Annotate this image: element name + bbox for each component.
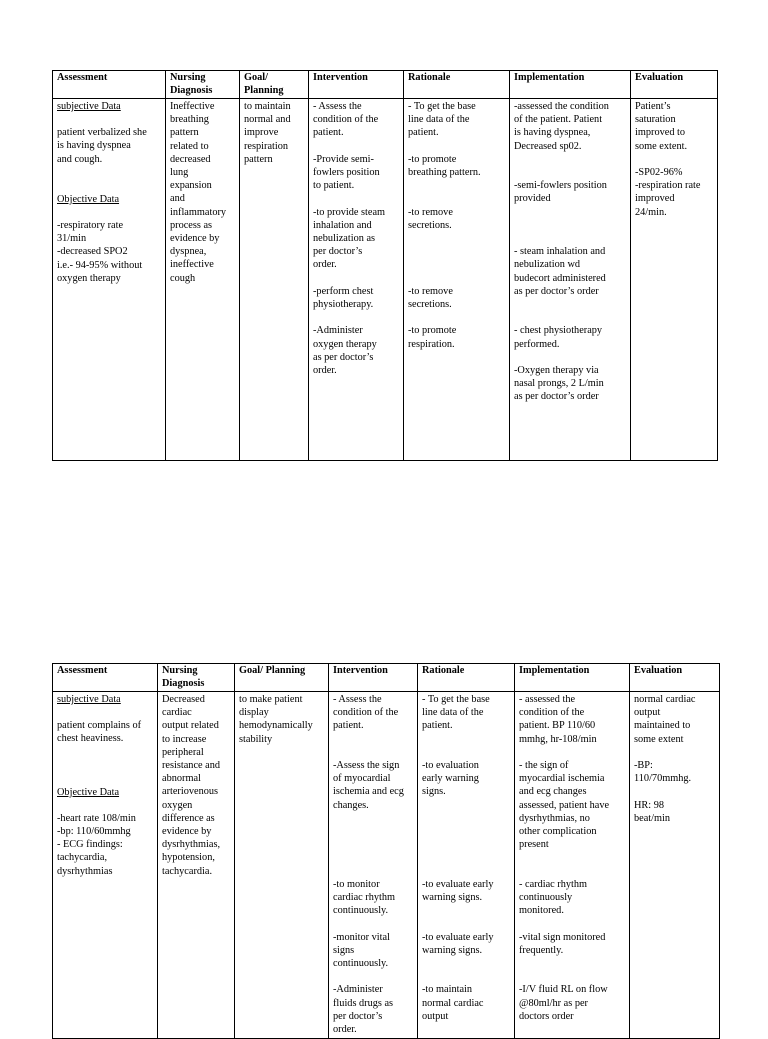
header-goal-planning: Goal/ Planning: [240, 71, 309, 99]
cell-rationale: - To get the base line data of the patient. -to promote breathing pattern. -to remove secretions. -to remove secretions. -to promote respiration.: [404, 99, 510, 461]
care-plan-table-cardiac: [52, 663, 720, 1039]
cell-assessment: [53, 692, 158, 1039]
table-header-row: [53, 71, 718, 99]
cell-assessment: [53, 99, 166, 461]
table-row: [53, 99, 718, 461]
header-assessment: Assessment: [53, 664, 158, 692]
subjective-data-text: patient verbalized she is having dyspnea and cough.: [57, 127, 147, 165]
subjective-data-heading: subjective Data: [57, 101, 121, 112]
header-nursing-diagnosis: Nursing Diagnosis: [158, 664, 235, 692]
objective-data-text: -respiratory rate 31/min -decreased SPO2 i.e.- 94-95% without oxygen therapy: [57, 220, 143, 284]
cell-evaluation: Patient’s saturation improved to some extent. -SP02-96% -respiration rate improved 24/min.: [631, 99, 718, 461]
subjective-data-heading: subjective Data: [57, 694, 121, 705]
cell-nursing-diagnosis: Ineffective breathing pattern related to decreased lung expansion and inflammatory process as evidence by dyspnea, ineffective cough: [166, 99, 240, 461]
cell-evaluation: normal cardiac output maintained to some extent -BP: 110/70mmhg. HR: 98 beat/min: [630, 692, 720, 1039]
objective-data-text: -heart rate 108/min -bp: 110/60mmhg - ECG findings: tachycardia, dysrhythmias: [57, 812, 136, 877]
objective-data-heading: Objective Data: [57, 193, 120, 205]
cell-goal-planning: to maintain normal and improve respiration pattern: [240, 99, 309, 461]
cell-nursing-diagnosis: Decreased cardiac output related to increase peripheral resistance and abnormal arteriovenous oxygen difference as evidence by dysrhythmias, hypotension, tachycardia.: [158, 692, 235, 1039]
header-evaluation: Evaluation: [630, 664, 720, 692]
table-row: [53, 692, 720, 1039]
header-goal-planning: Goal/ Planning: [235, 664, 329, 692]
header-nursing-diagnosis: Nursing Diagnosis: [166, 71, 240, 99]
objective-data-heading: Objective Data: [57, 786, 120, 798]
cell-intervention: - Assess the condition of the patient. -Assess the sign of myocardial ischemia and ecg changes. -to monitor cardiac rhythm continuously. -monitor vital signs continuously. -Administer fluids drugs as per doctor’s order.: [329, 692, 418, 1039]
header-intervention: Intervention: [329, 664, 418, 692]
cell-rationale: - To get the base line data of the patient. -to evaluation early warning signs. -to evaluate early warning signs. -to evaluate early warning signs. -to maintain normal cardiac output: [418, 692, 515, 1039]
header-implementation: Implementation: [510, 71, 631, 99]
header-rationale: Rationale: [404, 71, 510, 99]
cell-goal-planning: to make patient display hemodynamically stability: [235, 692, 329, 1039]
cell-implementation: - assessed the condition of the patient. BP 110/60 mmhg, hr-108/min - the sign of myocardial ischemia and ecg changes assessed, patient have dysrhythmias, no other complication present - cardiac rhythm continuously monitored. -vital sign monitored frequently. -I/V fluid RL on flow @80ml/hr as per doctors order: [515, 692, 630, 1039]
subjective-data-text: patient complains of chest heaviness.: [57, 720, 142, 745]
care-plan-table-respiratory: [52, 70, 718, 461]
table-header-row: [53, 664, 720, 692]
header-assessment: Assessment: [53, 71, 166, 99]
cell-implementation: -assessed the condition of the patient. Patient is having dyspnea, Decreased sp02. -semi-fowlers position provided - steam inhalation and nebulization wd budecort administered as per doctor’s order - chest physiotherapy performed. -Oxygen therapy via nasal prongs, 2 L/min as per doctor’s order: [510, 99, 631, 461]
header-evaluation: Evaluation: [631, 71, 718, 99]
cell-intervention: - Assess the condition of the patient. -Provide semi- fowlers position to patient. -to provide steam inhalation and nebulization as per doctor’s order. -perform chest physiotherapy. -Administer oxygen therapy as per doctor’s order.: [309, 99, 404, 461]
header-intervention: Intervention: [309, 71, 404, 99]
header-implementation: Implementation: [515, 664, 630, 692]
header-rationale: Rationale: [418, 664, 515, 692]
